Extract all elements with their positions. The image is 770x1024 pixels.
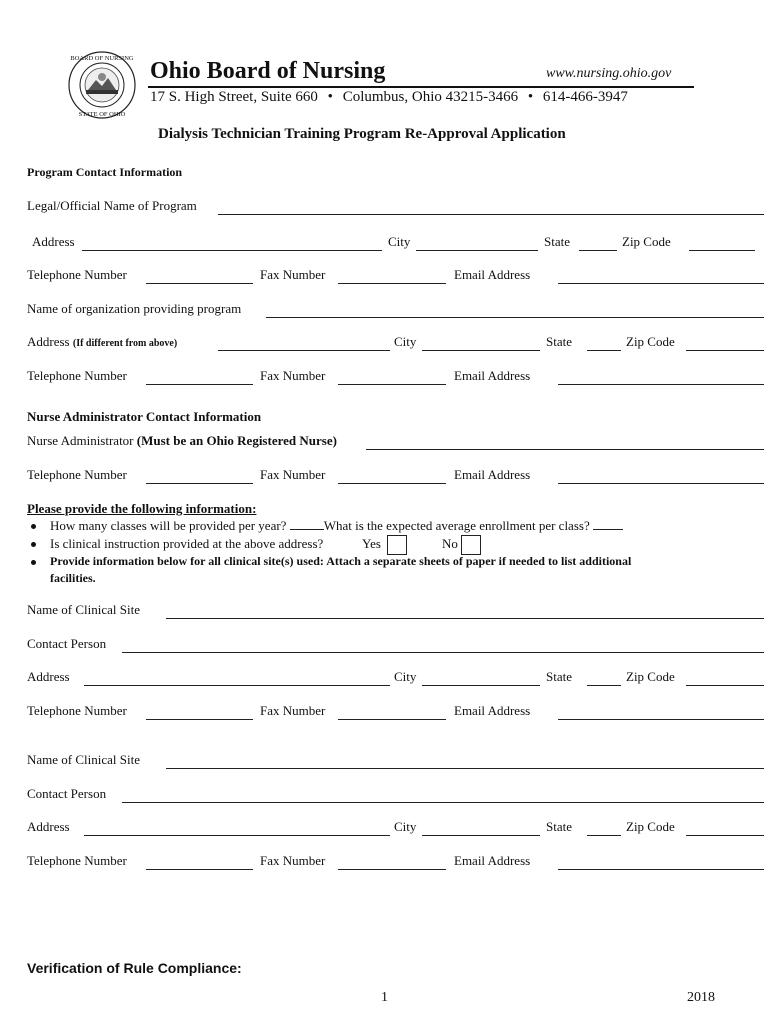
telephone2-field[interactable] [146,384,253,385]
site-email-field[interactable] [558,719,764,720]
admin-email-field[interactable] [558,483,764,484]
yes-label: Yes [362,536,381,551]
telephone-field[interactable] [146,283,253,284]
q2-text: What is the expected average enrollment per class? [323,518,590,533]
section-heading-admin: Nurse Administrator Contact Information [27,409,262,424]
site-address-label: Address [27,819,70,834]
header-rule [148,86,694,88]
address2-note: (If different from above) [72,338,178,349]
street-address: 17 S. High Street, Suite 660 [150,89,318,105]
question-classes [50,518,623,534]
bullet [31,560,36,565]
site-city-label: City [394,669,417,684]
svg-text:BOARD OF NURSING: BOARD OF NURSING [70,55,134,62]
site-state-label: State [546,669,572,684]
contact-person-field[interactable] [122,802,764,803]
admin-telephone-field[interactable] [146,483,253,484]
bullet [31,524,36,529]
question-clinical-address: Is clinical instruction provided at the above address? [50,536,324,551]
address2-label [27,334,177,350]
no-checkbox[interactable] [461,535,481,555]
address2-label-text: Address [27,334,70,349]
site-fax-field[interactable] [338,719,446,720]
contact-person-label: Contact Person [27,636,107,651]
state-label: State [544,234,570,249]
city2-label: City [394,334,417,349]
admin-email-label: Email Address [454,467,531,482]
page-number: 1 [381,990,388,1005]
site-telephone-label: Telephone Number [27,853,127,868]
email-label: Email Address [454,267,531,282]
fax2-label: Fax Number [260,368,326,383]
site-city-field[interactable] [422,685,540,686]
site-zip-label: Zip Code [626,819,675,834]
site-telephone-label: Telephone Number [27,703,127,718]
admin-note: (Must be an Ohio Registered Nurse) [136,433,337,448]
classes-per-year-field[interactable] [290,529,324,530]
telephone-label: Telephone Number [27,267,127,282]
header-phone: 614-466-3947 [542,89,628,105]
footer-year: 2018 [687,990,715,1005]
address2-field[interactable] [218,350,390,351]
clinical-site-name-label: Name of Clinical Site [27,602,141,617]
svg-text:STATE OF OHIO: STATE OF OHIO [78,111,126,118]
site-email-field[interactable] [558,869,764,870]
email2-field[interactable] [558,384,764,385]
clinical-site-name-label: Name of Clinical Site [27,752,141,767]
clinical-sites-instruction: Provide information below for all clinical site(s) used: Attach a separate sheets of paper if needed to list additional [50,554,632,568]
admin-label-text: Nurse Administrator [27,433,134,448]
fax-field[interactable] [338,283,446,284]
state-seal-logo [66,50,138,120]
admin-label [27,433,337,449]
site-state-field[interactable] [587,685,621,686]
site-zip-field[interactable] [686,835,764,836]
yes-checkbox[interactable] [387,535,407,555]
state2-field[interactable] [587,350,621,351]
org-name: Ohio Board of Nursing [150,58,386,84]
separator-dot: • [527,89,534,105]
telephone2-label: Telephone Number [27,368,127,383]
legal-name-label: Legal/Official Name of Program [27,198,197,213]
no-label: No [442,536,458,551]
form-title: Dialysis Technician Training Program Re-Approval Application [158,126,566,142]
site-state-field[interactable] [587,835,621,836]
city-label: City [388,234,411,249]
zip-label: Zip Code [622,234,671,249]
city2-field[interactable] [422,350,540,351]
state-field[interactable] [579,250,617,251]
site-city-field[interactable] [422,835,540,836]
zip2-field[interactable] [686,350,764,351]
address-label: Address [32,234,75,249]
site-zip-label: Zip Code [626,669,675,684]
info-heading: Please provide the following information: [27,501,257,516]
site-address-field[interactable] [84,835,390,836]
header-address [150,89,628,106]
site-email-label: Email Address [454,703,531,718]
contact-person-label: Contact Person [27,786,107,801]
legal-name-field[interactable] [218,214,764,215]
clinical-site-name-field[interactable] [166,618,764,619]
clinical-site-name-field[interactable] [166,768,764,769]
site-address-label: Address [27,669,70,684]
site-city-label: City [394,819,417,834]
site-state-label: State [546,819,572,834]
enrollment-field[interactable] [593,529,623,530]
city-field[interactable] [416,250,538,251]
site-telephone-field[interactable] [146,719,253,720]
site-fax-label: Fax Number [260,853,326,868]
admin-fax-label: Fax Number [260,467,326,482]
site-email-label: Email Address [454,853,531,868]
state2-label: State [546,334,572,349]
q1-text: How many classes will be provided per year? [50,518,287,533]
admin-field[interactable] [366,449,764,450]
fax-label: Fax Number [260,267,326,282]
city-address: Columbus, Ohio 43215-3466 [342,89,519,105]
admin-fax-field[interactable] [338,483,446,484]
zip2-label: Zip Code [626,334,675,349]
site-telephone-field[interactable] [146,869,253,870]
bullet [31,542,36,547]
clinical-sites-instruction-cont: facilities. [50,571,96,585]
website-link[interactable]: www.nursing.ohio.gov [546,66,672,81]
org-field[interactable] [266,317,764,318]
site-fax-field[interactable] [338,869,446,870]
contact-person-field[interactable] [122,652,764,653]
site-address-field[interactable] [84,685,390,686]
verification-heading: Verification of Rule Compliance: [27,960,242,976]
admin-telephone-label: Telephone Number [27,467,127,482]
section-heading-program: Program Contact Information [27,165,183,179]
email2-label: Email Address [454,368,531,383]
fax2-field[interactable] [338,384,446,385]
email-field[interactable] [558,283,764,284]
site-fax-label: Fax Number [260,703,326,718]
separator-dot: • [327,89,333,105]
address-field[interactable] [82,250,382,251]
org-label: Name of organization providing program [27,301,242,316]
zip-field[interactable] [689,250,755,251]
site-zip-field[interactable] [686,685,764,686]
